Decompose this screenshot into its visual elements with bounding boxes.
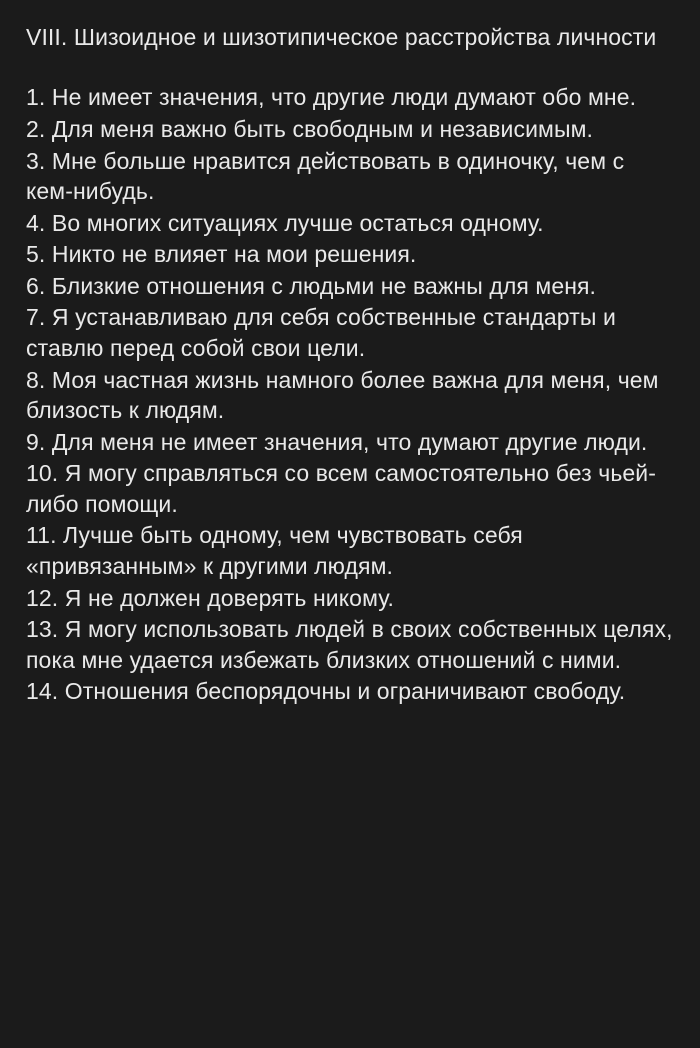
list-item: 6. Близкие отношения с людьми не важны для меня. (26, 272, 597, 299)
list-item: 4. Во многих ситуациях лучше остаться одному. (26, 209, 544, 236)
statement-list (26, 82, 680, 707)
list-item: 12. Я не должен доверять никому. (26, 584, 395, 611)
list-item: 7. Я устанавливаю для себя собственные стандарты и ставлю перед собой свои цели. (26, 304, 623, 361)
list-item: 1. Не имеет значения, что другие люди думают обо мне. (26, 84, 637, 111)
list-item: 14. Отношения беспорядочны и ограничивают свободу. (26, 678, 626, 705)
list-item: 11. Лучше быть одному, чем чувствовать себя «привязанным» к другими людям. (26, 522, 530, 580)
list-item: 9. Для меня не имеет значения, что думают другие люди. (26, 428, 648, 455)
list-item: 13. Я могу использовать людей в своих собственных целях, пока мне удается избежать близких отношений с ними. (26, 616, 680, 673)
list-item: 2. Для меня важно быть свободным и независимым. (26, 115, 593, 142)
list-item: 5. Никто не влияет на мои решения. (26, 241, 417, 268)
list-item: 8. Моя частная жизнь намного более важна для меня, чем близость к людям. (26, 366, 666, 424)
list-item: 10. Я могу справляться со всем самостоятельно без чьей-либо помощи. (26, 460, 657, 517)
list-item: 3. Мне больше нравится действовать в одиночку, чем с кем-нибудь. (26, 147, 631, 205)
page-title: VIII. Шизоидное и шизотипическое расстройства личности (26, 24, 657, 50)
